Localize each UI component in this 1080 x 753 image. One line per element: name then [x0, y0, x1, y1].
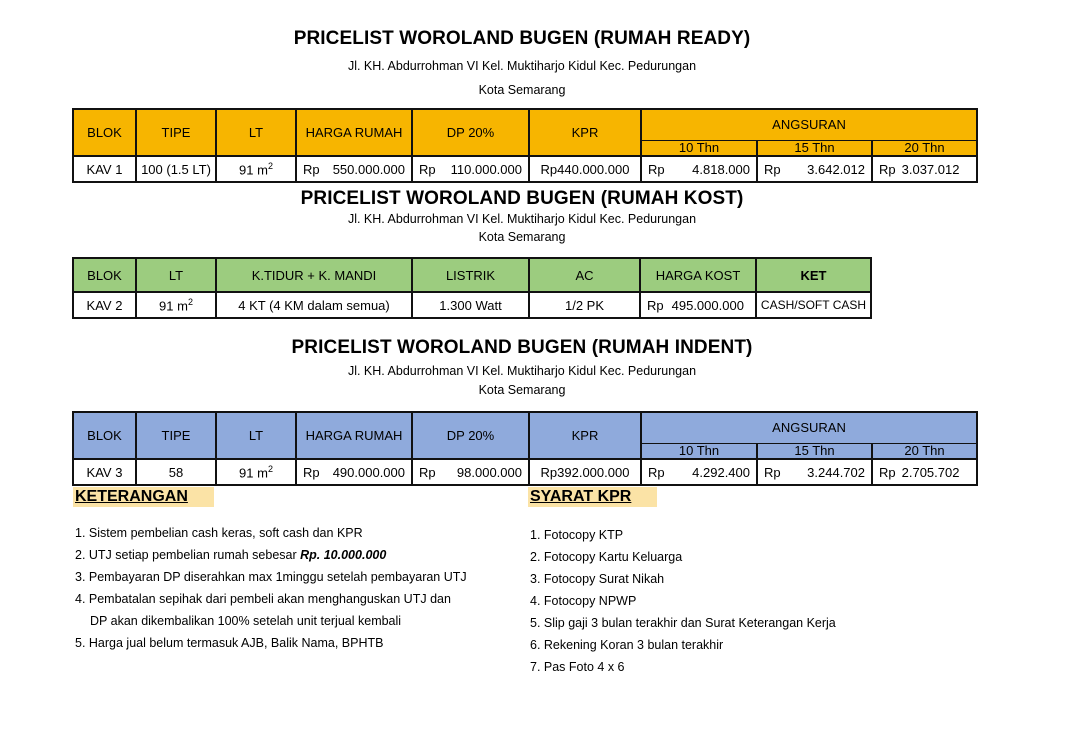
col-lt: LT — [136, 258, 216, 292]
cell-lt: 91 $m^2$ — [216, 459, 296, 485]
list-item: 5. Slip gaji 3 bulan terakhir dan Surat Keterangan Kerja — [530, 616, 836, 630]
col-10thn: 10 Thn — [641, 141, 757, 157]
kost-table — [72, 257, 872, 319]
col-10thn: 10 Thn — [641, 444, 757, 460]
col-angsuran: ANGSURAN — [641, 109, 977, 141]
cell-lt: 91 $m^2$ — [216, 156, 296, 182]
ready-address: Jl. KH. Abdurrohman VI Kel. Muktiharjo Kidul Kec. Pedurungan — [347, 59, 697, 73]
col-ket: KET — [756, 258, 871, 292]
cell-tipe: 100 (1.5 LT) — [136, 156, 216, 182]
cell-lt: 91 $m^2$ — [136, 292, 216, 318]
syarat-kpr-title: SYARAT KPR — [528, 487, 657, 507]
col-20thn: 20 Thn — [872, 444, 977, 460]
cell-blok: KAV 3 — [73, 459, 136, 485]
cell-kpr: Rp440.000.000 — [529, 156, 641, 182]
indent-city: Kota Semarang — [478, 383, 566, 397]
col-15thn: 15 Thn — [757, 141, 872, 157]
col-blok: BLOK — [73, 258, 136, 292]
table-row — [73, 292, 871, 318]
cell-dp: Rp 110.000.000 — [412, 156, 529, 182]
list-item: 1. Fotocopy KTP — [530, 528, 624, 542]
indent-title: PRICELIST WOROLAND BUGEN (RUMAH INDENT) — [291, 337, 753, 358]
cell-ac: 1/2 PK — [529, 292, 640, 318]
col-listrik: LISTRIK — [412, 258, 529, 292]
col-ac: AC — [529, 258, 640, 292]
keterangan-list — [75, 522, 467, 654]
col-dp: DP 20% — [412, 412, 529, 459]
list-item: 4. Fotocopy NPWP — [530, 594, 637, 608]
col-angsuran: ANGSURAN — [641, 412, 977, 444]
table-row — [73, 156, 977, 182]
col-harga: HARGA RUMAH — [296, 412, 412, 459]
syarat-kpr-list — [530, 524, 836, 678]
cell-tipe: 58 — [136, 459, 216, 485]
ready-title: PRICELIST WOROLAND BUGEN (RUMAH READY) — [293, 28, 751, 49]
cell-ket: CASH/SOFT CASH — [756, 292, 871, 318]
indent-address: Jl. KH. Abdurrohman VI Kel. Muktiharjo Kidul Kec. Pedurungan — [347, 364, 697, 378]
kost-address: Jl. KH. Abdurrohman VI Kel. Muktiharjo Kidul Kec. Pedurungan — [347, 212, 697, 226]
ready-city: Kota Semarang — [478, 83, 566, 97]
indent-table — [72, 411, 978, 486]
col-harga: HARGA RUMAH — [296, 109, 412, 156]
list-item: 5. Harga jual belum termasuk AJB, Balik Nama, BPHTB — [75, 636, 384, 650]
list-item: DP akan dikembalikan 100% setelah unit terjual kembali — [90, 614, 402, 628]
list-item: 3. Fotocopy Surat Nikah — [530, 572, 665, 586]
col-lt: LT — [216, 109, 296, 156]
kost-title: PRICELIST WOROLAND BUGEN (RUMAH KOST) — [300, 188, 744, 209]
cell-20thn: Rp 2.705.702 — [872, 459, 977, 485]
cell-blok: KAV 1 — [73, 156, 136, 182]
cell-harga: Rp 495.000.000 — [640, 292, 756, 318]
keterangan-title: KETERANGAN — [73, 487, 214, 507]
col-tipe: TIPE — [136, 412, 216, 459]
cell-10thn: Rp 4.818.000 — [641, 156, 757, 182]
cell-harga: Rp 490.000.000 — [296, 459, 412, 485]
list-item: 2. Fotocopy Kartu Keluarga — [530, 550, 683, 564]
list-item: 4. Pembatalan sepihak dari pembeli akan menghanguskan UTJ dan — [75, 592, 451, 606]
ready-table — [72, 108, 978, 183]
col-lt: LT — [216, 412, 296, 459]
cell-20thn: Rp 3.037.012 — [872, 156, 977, 182]
list-item: 3. Pembayaran DP diserahkan max 1minggu setelah pembayaran UTJ — [75, 570, 467, 584]
cell-listrik: 1.300 Watt — [412, 292, 529, 318]
list-item: 6. Rekening Koran 3 bulan terakhir — [530, 638, 724, 652]
kost-city: Kota Semarang — [478, 230, 566, 244]
list-item: 7. Pas Foto 4 x 6 — [530, 660, 625, 674]
col-20thn: 20 Thn — [872, 141, 977, 157]
cell-blok: KAV 2 — [73, 292, 136, 318]
cell-10thn: Rp 4.292.400 — [641, 459, 757, 485]
cell-kamar: 4 KT (4 KM dalam semua) — [216, 292, 412, 318]
cell-kpr: Rp392.000.000 — [529, 459, 641, 485]
col-kpr: KPR — [529, 412, 641, 459]
col-dp: DP 20% — [412, 109, 529, 156]
cell-15thn: Rp 3.642.012 — [757, 156, 872, 182]
col-kamar: K.TIDUR + K. MANDI — [216, 258, 412, 292]
cell-dp: Rp 98.000.000 — [412, 459, 529, 485]
col-kpr: KPR — [529, 109, 641, 156]
col-blok: BLOK — [73, 412, 136, 459]
table-row — [73, 459, 977, 485]
col-tipe: TIPE — [136, 109, 216, 156]
cell-harga: Rp 550.000.000 — [296, 156, 412, 182]
cell-15thn: Rp 3.244.702 — [757, 459, 872, 485]
col-blok: BLOK — [73, 109, 136, 156]
col-15thn: 15 Thn — [757, 444, 872, 460]
col-harga: HARGA KOST — [640, 258, 756, 292]
list-item: 2. UTJ setiap pembelian rumah sebesar Rp. 10.000.000 — [75, 548, 387, 562]
list-item: 1. Sistem pembelian cash keras, soft cash dan KPR — [75, 526, 363, 540]
